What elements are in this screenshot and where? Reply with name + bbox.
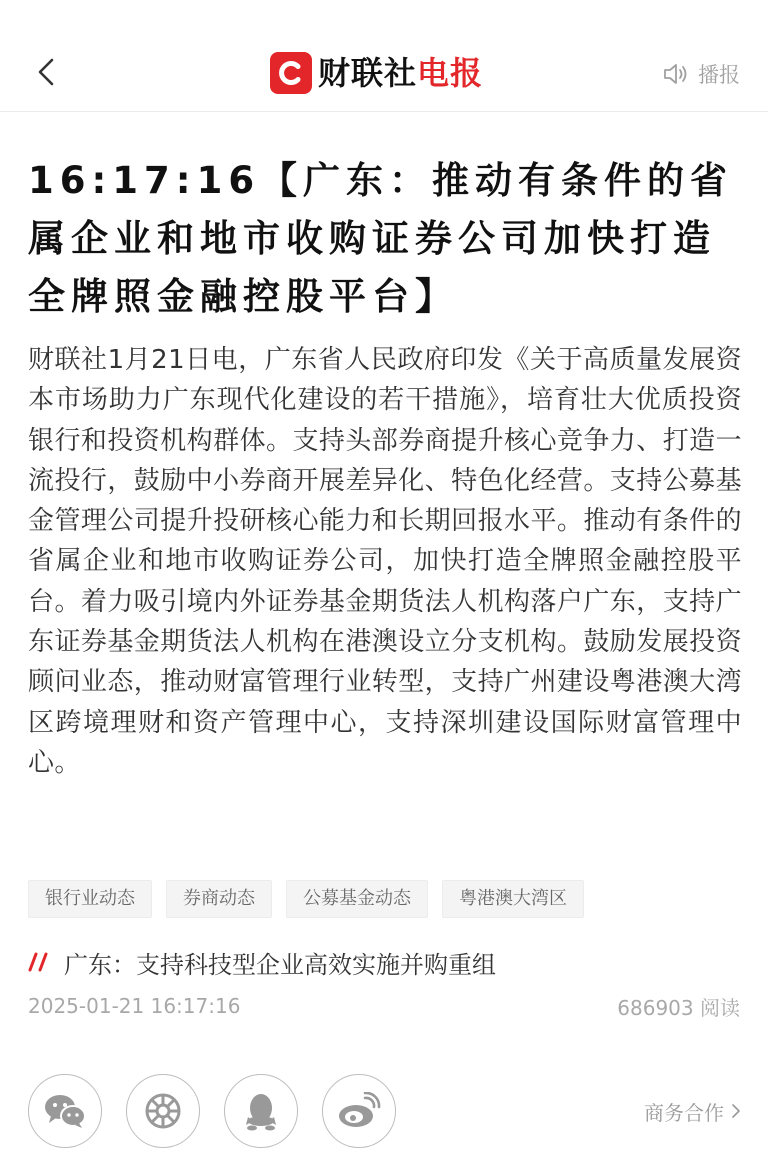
share-wechat-button[interactable] xyxy=(28,1074,102,1148)
logo-c-mark xyxy=(277,59,305,87)
share-weibo-button[interactable] xyxy=(322,1074,396,1148)
chevron-right-icon xyxy=(732,1104,740,1118)
qq-icon xyxy=(244,1091,278,1131)
tag-greater-bay-area[interactable]: 粤港澳大湾区 xyxy=(442,880,584,918)
article-body: 财联社1月21日电，广东省人民政府印发《关于高质量发展资本市场助力广东现代化建设的若干措施》，培育壮大优质投资银行和投资机构群体。支持头部券商提升核心竞争力、打造一流投行，鼓励中小券商开展差异化、特色化经营。支持公募基金管理公司提升投研核心能力和长期回报水平。推动有条件的省属企业和地市收购证券公司，加快打造全牌照金融控股平台。着力吸引境内外证券基金期货法人机构落户广东，支持广东证券基金期货法人机构在港澳设立分支机构。鼓励发展投资顾问业态，推动财富管理行业转型，支持广州建设粤港澳大湾区跨境理财和资产管理中心，支持深圳建设国际财富管理中心。 xyxy=(28,345,742,778)
article-meta xyxy=(28,990,740,1022)
cls-telegraph-logo xyxy=(270,52,483,94)
double-slash-icon xyxy=(28,951,50,973)
publish-datetime: 2025-01-21 16:17:16 xyxy=(28,994,241,1018)
share-bar xyxy=(28,1074,396,1148)
tag-banking-news[interactable]: 银行业动态 xyxy=(28,880,152,918)
business-cooperation-link[interactable] xyxy=(644,1094,740,1128)
wechat-icon xyxy=(43,1092,87,1130)
logo-text-telegraph: 电报 xyxy=(417,54,484,92)
business-cooperation-label: 商务合作 xyxy=(644,1100,724,1125)
logo-badge xyxy=(270,52,312,94)
logo-text-cls: 财联社 xyxy=(318,54,418,92)
top-navigation-bar xyxy=(0,0,768,112)
tag-list xyxy=(28,880,584,918)
article-headline: 16:17:16【广东：推动有条件的省属企业和地市收购证券公司加快打造全牌照金融控股平台】 xyxy=(28,159,734,318)
moments-icon xyxy=(143,1091,183,1131)
tag-brokerage-news[interactable]: 券商动态 xyxy=(166,880,272,918)
chevron-left-icon xyxy=(37,57,55,87)
speaker-icon xyxy=(662,62,690,86)
read-count: 686903 阅读 xyxy=(617,995,740,1020)
weibo-icon xyxy=(337,1092,381,1130)
tag-mutual-fund-news[interactable]: 公募基金动态 xyxy=(286,880,428,918)
broadcast-button[interactable] xyxy=(662,58,740,90)
broadcast-label: 播报 xyxy=(698,63,740,87)
share-qq-button[interactable] xyxy=(224,1074,298,1148)
related-article-link[interactable] xyxy=(28,942,496,982)
share-moments-button[interactable] xyxy=(126,1074,200,1148)
related-article-title: 广东：支持科技型企业高效实施并购重组 xyxy=(64,950,496,979)
back-button[interactable] xyxy=(28,52,64,92)
